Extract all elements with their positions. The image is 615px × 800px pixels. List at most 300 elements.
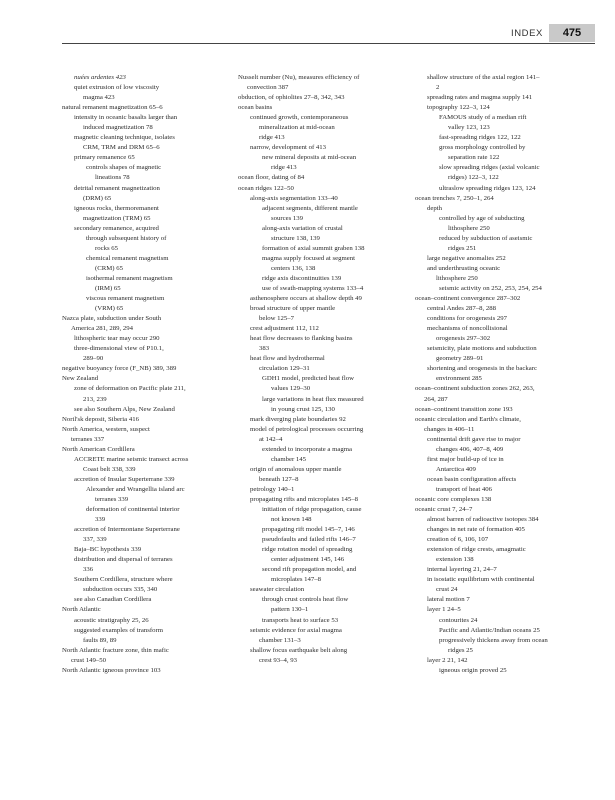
index-entry: [238, 545, 404, 565]
index-entry-line: (VRM) 65: [95, 305, 124, 313]
index-entry: [415, 626, 581, 636]
index-entry-line: Pacific and Atlantic/Indian oceans 25: [439, 626, 540, 634]
index-entry: [62, 485, 228, 505]
index-entry: [238, 254, 404, 274]
index-entry-line: spreading rates and magma supply 141: [427, 94, 533, 102]
running-head: INDEX: [510, 28, 543, 39]
index-entry: [238, 244, 404, 254]
index-column-3: [415, 73, 581, 676]
index-entry-line: chemical remanent magnetism: [86, 254, 169, 262]
index-entry: [415, 525, 581, 535]
index-entry: [62, 605, 228, 615]
index-entry-line: centers 136, 138: [271, 264, 316, 272]
index-entry-line: oceanic core complexes 138: [415, 495, 492, 503]
index-entry-line: changes in 406–11: [424, 425, 475, 433]
index-entry-line: continental drift gave rise to major: [427, 435, 521, 443]
index-entry-line: orogenesis 297–302: [436, 335, 491, 343]
index-entry-line: chamber 131–3: [259, 636, 301, 644]
index-entry-line: ocean basins: [238, 104, 273, 112]
index-entry: [415, 304, 581, 314]
index-entry: [415, 113, 581, 133]
index-entry-line: rocks 65: [95, 244, 119, 252]
index-entry-line: heat flow and hydrothermal: [250, 355, 325, 363]
index-entry-line: New Zealand: [62, 375, 99, 383]
index-entry-line: use of swath-mapping systems 133–4: [262, 284, 364, 292]
index-entry-line: extended to incorporate a magma: [262, 445, 352, 453]
page-header: [0, 0, 615, 44]
index-entry-line: magma supply focused at segment: [262, 254, 355, 262]
index-entry-line: lithosphere 250: [448, 224, 490, 232]
index-entry-line: quiet extrusion of low viscosity: [74, 84, 160, 92]
index-entry: [238, 595, 404, 615]
index-entry-line: valley 123, 123: [448, 124, 490, 132]
index-entry-line: (CRM) 65: [95, 264, 123, 272]
index-entry: [62, 314, 228, 334]
index-entry: [238, 324, 404, 334]
index-entry-line: oceanic circulation and Earth's climate,: [415, 415, 521, 423]
index-entry: [415, 435, 581, 455]
index-entry: [415, 616, 581, 626]
index-entry-line: 213, 239: [83, 395, 107, 403]
index-entry-line: Nazca plate, subduction under South: [62, 315, 162, 323]
page-number: 475: [549, 24, 595, 42]
index-entry-line: fast-spreading ridges 122, 122: [439, 134, 521, 142]
index-entry-line: Noril'sk deposit, Siberia 416: [62, 415, 139, 423]
index-entry: [415, 284, 581, 294]
index-entry-line: magnetic cleaning technique, isolates: [74, 134, 175, 142]
index-entry-line: large variations in heat flux measured: [262, 395, 364, 403]
index-entry-line: North America, western, suspect: [62, 425, 150, 433]
index-entry-line: ridge 413: [259, 134, 285, 142]
index-entry: [62, 254, 228, 274]
index-entry: [415, 545, 581, 565]
index-entry-line: circulation 129–31: [259, 365, 310, 373]
index-entry-line: heat flow decreases to flanking basins: [250, 335, 353, 343]
index-entry-line: layer 2 21, 142: [427, 656, 468, 664]
index-entry-line: structure 138, 139: [271, 234, 320, 242]
index-entry-line: crest adjustment 112, 112: [250, 325, 319, 333]
index-entry-line: North Atlantic igneous province 103: [62, 666, 161, 674]
index-entry-line: 383: [259, 345, 270, 353]
index-entry-line: ocean–continent transition zone 193: [415, 405, 513, 413]
index-entry-line: terranes 337: [71, 435, 105, 443]
index-entry-line: igneous origin proved 25: [439, 666, 507, 674]
index-entry: [238, 626, 404, 646]
index-entry-line: ocean basin configuration affects: [427, 475, 517, 483]
index-entry: [415, 204, 581, 214]
index-entry-line: convection 387: [247, 84, 289, 92]
index-entry-line: crust 149–50: [71, 656, 107, 664]
index-entry-line: Baja–BC hypothesis 339: [74, 546, 142, 554]
index-entry-line: separation rate 122: [448, 154, 500, 162]
index-entry: [62, 455, 228, 475]
index-entry-line: ACCRETE marine seismic transect across: [74, 455, 189, 463]
index-entry-line: controls shapes of magnetic: [86, 164, 162, 172]
index-entry: [62, 184, 228, 204]
index-entry: [238, 103, 404, 113]
index-entry: [62, 505, 228, 525]
index-entry: [238, 646, 404, 666]
index-entry: [415, 415, 581, 435]
index-entry-line: ocean floor, dating of 84: [238, 174, 305, 182]
index-entry: [62, 555, 228, 575]
index-entry: [62, 666, 228, 676]
index-entry: [415, 344, 581, 364]
index-entry-line: shallow focus earthquake belt along: [250, 646, 348, 654]
index-entry-line: Nusselt number (Nu), measures efficiency of: [238, 74, 360, 81]
index-entry: [415, 455, 581, 475]
index-entry: [238, 585, 404, 595]
index-entry: [62, 344, 228, 364]
index-entry-line: suggested examples of transform: [74, 626, 164, 634]
index-entry: [62, 334, 228, 344]
index-entry-line: pseudofaults and failed rifts 146–7: [262, 536, 356, 544]
index-entry: [415, 515, 581, 525]
index-entry-line: lateral motion 7: [427, 596, 470, 604]
index-entry-line: distribution and dispersal of terranes: [74, 556, 173, 564]
index-entry-line: Antarctica 409: [436, 465, 476, 473]
index-entry-line: depth: [427, 204, 442, 212]
index-entry-line: transports heat to surface 53: [262, 616, 339, 624]
index-entry-line: chamber 145: [271, 455, 307, 463]
index-entry-line: North Atlantic fracture zone, thin mafic: [62, 646, 169, 654]
index-entry: [238, 194, 404, 204]
index-entry-line: large negative anomalies 252: [427, 254, 506, 262]
index-entry: [62, 294, 228, 314]
index-entry: [62, 626, 228, 646]
index-entry-line: conditions for orogenesis 297: [427, 315, 508, 323]
index-entry: [415, 565, 581, 575]
index-entry-line: CRM, TRM and DRM 65–6: [83, 144, 160, 152]
index-entry: [415, 656, 581, 666]
index-entry-line: petrology 140–1: [250, 485, 295, 493]
index-entry-line: shallow structure of the axial region 141–: [427, 74, 540, 81]
index-entry: [238, 495, 404, 505]
index-entry-line: transport of heat 406: [436, 485, 493, 493]
index-entry: [62, 646, 228, 666]
index-entry-line: at 142–4: [259, 435, 283, 443]
index-entry: [238, 284, 404, 294]
index-entry: [238, 113, 404, 143]
index-entry: [415, 505, 581, 515]
index-entry: [62, 595, 228, 605]
index-entry-line: zone of deformation on Pacific plate 211,: [74, 385, 186, 393]
index-entry-line: ridge rotation model of spreading: [262, 546, 353, 554]
index-entry-line: in isostatic equilibrium with continental: [427, 576, 535, 584]
index-entry: [238, 485, 404, 495]
index-entry: [238, 93, 404, 103]
index-entry: [238, 334, 404, 354]
index-entry: [238, 525, 404, 535]
index-entry-line: igneous rocks, thermoremanent: [74, 204, 159, 212]
index-entry: [415, 294, 581, 304]
index-entry-line: ridge axis discontinuities 139: [262, 274, 342, 282]
index-entry-line: seismic activity on 252, 253, 254, 254: [439, 284, 542, 292]
index-entry: [238, 274, 404, 284]
index-entry-line: accretion of Intermontane Superterrane: [74, 526, 180, 534]
index-entry-line: microplates 147–8: [271, 576, 322, 584]
index-entry-line: seismicity, plate motions and subduction: [427, 345, 537, 353]
index-entry-line: North Atlantic: [62, 606, 101, 614]
index-entry-line: ocean–continent subduction zones 262, 263,: [415, 385, 535, 393]
index-entry-line: ridge 413: [271, 164, 297, 172]
index-entry: [238, 505, 404, 525]
index-entry-line: not known 148: [271, 516, 312, 524]
index-entry: [415, 605, 581, 615]
index-entry: [62, 133, 228, 153]
index-entry: [238, 204, 404, 224]
index-entry-line: faults 89, 89: [83, 636, 117, 644]
index-entry-line: negative buoyancy force (F_NB) 389, 389: [62, 365, 177, 373]
index-entry-line: North American Cordillera: [62, 445, 135, 453]
index-entry: [238, 535, 404, 545]
index-entry: [238, 143, 404, 153]
index-entry: [415, 254, 581, 264]
index-entry: [238, 465, 404, 485]
index-entry-line: seawater circulation: [250, 586, 305, 594]
index-entry: [62, 224, 228, 234]
index-entry-line: mark diverging plate boundaries 92: [250, 415, 346, 423]
index-entry: [62, 525, 228, 545]
index-entry-line: 2: [436, 84, 440, 92]
index-entry: [415, 405, 581, 415]
index-entry: [415, 495, 581, 505]
index-entry: [238, 73, 404, 93]
index-entry-line: primary remanence 65: [74, 154, 135, 162]
index-entry-line: center adjustment 145, 146: [271, 556, 345, 564]
index-entry-line: layer 1 24–5: [427, 606, 461, 614]
index-entry-line: shortening and orogenesis in the backarc: [427, 365, 538, 373]
header-rule: [62, 43, 595, 44]
index-entry-line: propagating rifts and microplates 145–8: [250, 495, 358, 503]
index-entry: [62, 475, 228, 485]
index-entry-line: 289–90: [83, 355, 104, 363]
index-entry: [62, 204, 228, 224]
index-entry-line: ultraslow spreading ridges 123, 124: [439, 184, 536, 192]
index-entry: [415, 184, 581, 194]
index-entry-line: environment 285: [436, 375, 482, 383]
index-entry: [238, 224, 404, 244]
index-entry-line: sources 139: [271, 214, 304, 222]
index-entry-line: magma 423: [83, 94, 115, 102]
index-entry-line: beneath 127–8: [259, 475, 299, 483]
index-entry: [415, 264, 581, 284]
index-entry-line: ocean trenches 7, 250–1, 264: [415, 194, 494, 202]
index-entry: [415, 163, 581, 183]
index-entry: [62, 374, 228, 384]
index-entry-line: crest 93–4, 93: [259, 656, 298, 664]
index-entry-line: and underthrusting oceanic: [427, 264, 501, 272]
index-entry: [62, 103, 228, 113]
index-entry: [238, 445, 404, 465]
index-entry-line: formation of axial summit graben 138: [262, 244, 365, 252]
index-entry-line: deformation of continental interior: [86, 506, 180, 514]
index-entry-line: propagating rift model 145–7, 146: [262, 526, 355, 534]
index-entry-line: extension of ridge crests, amagmatic: [427, 546, 526, 554]
index-entry: [415, 214, 581, 234]
index-entry: [415, 143, 581, 163]
index-entry: [238, 173, 404, 183]
index-entry: [62, 384, 228, 404]
index-entry-line: slow spreading ridges (axial volcanic: [439, 164, 540, 172]
index-entry-line: acoustic stratigraphy 25, 26: [74, 616, 149, 624]
index-entry: [415, 314, 581, 324]
index-entry-line: mechanisms of noncollisional: [427, 325, 508, 333]
index-entry-line: 336: [83, 566, 94, 574]
index-entry-line: extension 138: [436, 556, 474, 564]
index-entry: [62, 83, 228, 103]
index-entry-line: model of petrological processes occurring: [250, 425, 364, 433]
index-entry: [62, 73, 228, 83]
index-entry-line: geometry 289–91: [436, 355, 484, 363]
index-entry-line: first major build-up of ice in: [427, 455, 504, 463]
index-entry-line: gross morphology controlled by: [439, 144, 526, 152]
index-entry-line: subduction occurs 335, 340: [83, 586, 158, 594]
index-entry: [415, 73, 581, 93]
index-entry-line: Southern Cordillera, structure where: [74, 576, 173, 584]
index-entry-line: ridges) 122–3, 122: [448, 174, 499, 182]
index-entry: [62, 575, 228, 595]
index-entry-line: lithosphere 250: [436, 274, 478, 282]
index-entry: [238, 395, 404, 415]
index-column-2: [238, 73, 404, 666]
index-entry: [62, 153, 228, 163]
index-entry: [415, 575, 581, 595]
index-entry-line: adjacent segments, different mantle: [262, 204, 358, 212]
index-entry: [415, 384, 581, 404]
index-entry-line: ocean–continent convergence 287–302: [415, 295, 521, 303]
index-entry-line: central Andes 287–8, 288: [427, 305, 496, 313]
index-entry-line: origin of anomalous upper mantle: [250, 465, 342, 473]
index-entry: [415, 103, 581, 113]
index-entry-line: 339: [95, 516, 106, 524]
index-entry-line: mineralization at mid-ocean: [259, 124, 335, 132]
index-entry-line: (IRM) 65: [95, 284, 121, 292]
index-entry: [415, 535, 581, 545]
index-entry-line: internal layering 21, 24–7: [427, 566, 497, 574]
index-entry-line: GDH1 model, predicted heat flow: [262, 375, 355, 383]
index-entry-line: America 281, 289, 294: [71, 325, 134, 333]
index-entry: [415, 194, 581, 204]
index-entry: [238, 153, 404, 173]
index-entry-line: along-axis variation of crustal: [262, 224, 343, 232]
index-entry-line: 264, 287: [424, 395, 448, 403]
index-entry-line: three-dimensional view of P10.1,: [74, 345, 164, 353]
index-entry-line: second rift propagation model, and: [262, 566, 357, 574]
index-entry-line: creation of 6, 106, 107: [427, 536, 489, 544]
index-entry-line: through subsequent history of: [86, 234, 167, 242]
index-entry: [415, 475, 581, 495]
index-entry: [238, 374, 404, 394]
index-entry: [62, 234, 228, 254]
index-entry-line: crust 24: [436, 586, 458, 594]
index-entry-line: isothermal remanent magnetism: [86, 274, 173, 282]
index-entry: [238, 354, 404, 374]
index-entry: [62, 445, 228, 455]
index-entry-line: topography 122–3, 124: [427, 104, 490, 112]
index-entry-line: through crust controls heat flow: [262, 596, 349, 604]
index-entry-line: seismic evidence for axial magma: [250, 626, 342, 634]
index-entry-line: (DRM) 65: [83, 194, 112, 202]
index-entry-line: FAMOUS study of a median rift: [439, 114, 527, 122]
index-entry-line: ridges 251: [448, 244, 477, 252]
index-entry: [62, 274, 228, 294]
index-entry-line: along-axis segmentation 133–40: [250, 194, 338, 202]
index-entry-line: broad structure of upper mantle: [250, 305, 336, 313]
index-entry-line: magnetization (TRM) 65: [83, 214, 151, 222]
index-entry-line: ridges 25: [448, 646, 473, 654]
index-entry: [415, 234, 581, 254]
index-entry-line: intensity in oceanic basalts larger than: [74, 114, 178, 122]
index-entry: [415, 636, 581, 656]
index-entry: [62, 616, 228, 626]
index-entry-line: lithospheric tear may occur 290: [74, 335, 160, 343]
index-column-1: [62, 73, 228, 676]
index-entry: [415, 133, 581, 143]
index-entry-line: lineations 78: [95, 174, 130, 182]
index-entry-line: obduction, of ophiolites 27–8, 342, 343: [238, 94, 345, 102]
index-entry-line: in young crust 125, 130: [271, 405, 335, 413]
index-entry-line: terranes 339: [95, 495, 129, 503]
index-entry-line: continued growth, contemporaneous: [250, 114, 349, 122]
index-entry: [62, 415, 228, 425]
index-entry: [62, 163, 228, 183]
index-entry: [415, 666, 581, 676]
index-entry-line: nuées ardentes 423: [74, 74, 126, 81]
index-entry-line: changes in net rate of formation 405: [427, 526, 525, 534]
index-entry-line: Coast belt 338, 339: [83, 465, 136, 473]
index-entry-line: induced magnetization 78: [83, 124, 153, 132]
index-entry: [62, 405, 228, 415]
index-entry: [62, 364, 228, 374]
index-entry: [415, 595, 581, 605]
index-entry: [238, 294, 404, 304]
index-entry-line: see also Southern Alps, New Zealand: [74, 405, 175, 413]
index-entry-line: changes 406, 407–8, 409: [436, 445, 504, 453]
index-entry-line: see also Canadian Cordillera: [74, 596, 152, 604]
index-entry-line: contourites 24: [439, 616, 478, 624]
index-entry: [415, 324, 581, 344]
index-entry: [238, 616, 404, 626]
index-entry: [62, 113, 228, 133]
index-entry-line: progressively thickens away from ocean: [439, 636, 548, 644]
index-entry-line: initiation of ridge propagation, cause: [262, 506, 362, 514]
index-entry-line: natural remanent magnetization 65–6: [62, 104, 163, 112]
index-entry: [238, 184, 404, 194]
index-entry-line: viscous remanent magnetism: [86, 295, 165, 303]
index-entry-line: Alexander and Wrangellia island arc: [86, 485, 185, 493]
index-entry-line: reduced by subduction of aseismic: [439, 234, 533, 242]
index-entry-line: 337, 339: [83, 536, 107, 544]
index-entry-line: oceanic crust 7, 24–7: [415, 506, 473, 514]
index-entry-line: new mineral deposits at mid-ocean: [262, 154, 357, 162]
index-entry-line: pattern 130–1: [271, 606, 309, 614]
index-entry: [238, 415, 404, 425]
index-entry: [62, 425, 228, 445]
index-entry-line: almost barren of radioactive isotopes 384: [427, 516, 539, 524]
index-entry: [238, 304, 404, 324]
index-entry-line: accretion of Insular Superterrane 339: [74, 475, 175, 483]
index-entry: [238, 565, 404, 585]
index-entry-line: detrital remanent magnetization: [74, 184, 160, 192]
index-entry: [415, 93, 581, 103]
index-entry: [415, 364, 581, 384]
index-entry-line: controlled by age of subducting: [439, 214, 525, 222]
index-entry: [238, 425, 404, 445]
index-entry-line: secondary remanence, acquired: [74, 224, 159, 232]
index-entry-line: values 129–30: [271, 385, 311, 393]
index-entry-line: narrow, development of 413: [250, 144, 327, 152]
